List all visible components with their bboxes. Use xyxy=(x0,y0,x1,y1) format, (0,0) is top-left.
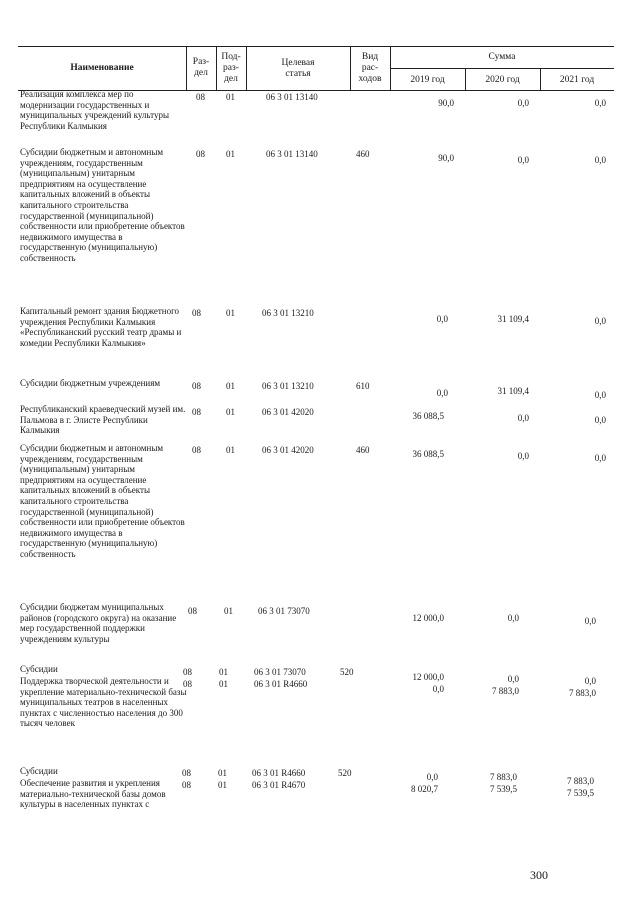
row-2019: 0,0 xyxy=(426,772,438,782)
row-2021: 0,0 xyxy=(594,155,606,165)
row-target: 06 3 01 42020 xyxy=(262,407,314,417)
row-target: 06 3 01 73070 xyxy=(258,606,310,616)
row-vid: 520 xyxy=(340,667,354,677)
row-2020: 0,0 xyxy=(517,413,529,423)
row-2019: 12 000,0 xyxy=(412,672,444,682)
row-2019: 36 088,5 xyxy=(412,411,444,421)
row-2019: 0,0 xyxy=(436,388,448,398)
row-2021: 0,0 xyxy=(594,390,606,400)
row-target: 06 3 01 13210 xyxy=(262,381,314,391)
row-razdel: 08 xyxy=(196,149,205,159)
row-name: Республиканский краеведческий музей им. Пальмова в г. Элисте Республики Калмыкия xyxy=(20,404,186,436)
row-podrazdel: 01 xyxy=(224,606,233,616)
row-2020: 0,0 xyxy=(517,155,529,165)
header-razdel: Раз- дел xyxy=(192,57,210,78)
row-2021: 0,0 xyxy=(594,98,606,108)
header-2019: 2019 год xyxy=(410,75,445,85)
row-razdel: 08 xyxy=(196,92,205,102)
row-razdel: 08 xyxy=(188,606,197,616)
row-name: Субсидии бюджетным учреждениям xyxy=(20,378,161,388)
row-2021: 0,0 xyxy=(584,676,596,686)
row-podrazdel: 01 xyxy=(226,381,235,391)
row-2020: 7 883,0 xyxy=(492,686,519,696)
header-podrazdel: Под- раз- дел xyxy=(221,52,241,84)
row-2020: 7 883,0 xyxy=(490,772,517,782)
row-name: Реализация комплекса мер по модернизации государственных и муниципальных учреждений культуры Республики Калмыкия xyxy=(20,89,170,131)
row-razdel: 08 xyxy=(192,407,201,417)
row-name: Субсидии xyxy=(20,664,58,674)
row-name: Поддержка творческой деятельности и укрепление материально-технической базы муниципальных театров в населенных пунктах с численностью населения до 300 тысяч человек xyxy=(20,676,187,729)
header-2021: 2021 год xyxy=(559,75,595,85)
row-vid: 520 xyxy=(338,768,352,778)
row-2021: 7 883,0 xyxy=(569,688,596,698)
row-target: 06 3 01 13210 xyxy=(262,308,314,318)
row-target: 06 3 01 13140 xyxy=(266,149,318,159)
row-razdel: 08 xyxy=(182,768,191,778)
row-razdel: 08 xyxy=(192,381,201,391)
row-2021: 7 883,0 xyxy=(567,776,594,786)
row-podrazdel: 01 xyxy=(219,679,228,689)
row-podrazdel: 01 xyxy=(226,407,235,417)
row-podrazdel: 01 xyxy=(226,445,235,455)
row-razdel: 08 xyxy=(192,308,201,318)
row-2020: 0,0 xyxy=(507,613,519,623)
row-2020: 7 539,5 xyxy=(490,784,517,794)
row-name: Субсидии бюджетным и автономным учреждениям, государственным (муниципальным) унитарным предприятиям на осуществление капитальных вложений в объекты капитального строительства государственной (муниципальной) собственности или приобретение объектов недвижимого имущества в государственную (муниципальную) собственность xyxy=(20,443,185,559)
row-target: 06 3 01 73070 xyxy=(254,667,306,677)
header-target: Целевая статья xyxy=(281,58,315,79)
row-2021: 0,0 xyxy=(594,453,606,463)
row-vid: 460 xyxy=(356,445,370,455)
row-name: Обеспечение развития и укрепления материально-технической базы домов культуры в населенных пунктах с xyxy=(20,778,166,810)
row-target: 06 3 01 13140 xyxy=(266,92,318,102)
row-name: Капитальный ремонт здания Бюджетного учреждения Республики Калмыкия «Республиканский русский театр драмы и комедии Республики Калмыкия» xyxy=(20,306,182,348)
row-2020: 0,0 xyxy=(517,451,529,461)
header-name: Наименование xyxy=(70,63,134,73)
header-summa: Сумма xyxy=(488,52,516,62)
row-2020: 0,0 xyxy=(517,98,529,108)
header-2020: 2020 год xyxy=(485,75,520,85)
row-2020: 0,0 xyxy=(507,674,519,684)
row-name: Субсидии бюджетам муниципальных районов (городского округа) на оказание мер государственной поддержки учреждениям культуры xyxy=(20,602,177,644)
row-razdel: 08 xyxy=(183,667,192,677)
row-razdel: 08 xyxy=(183,679,192,689)
row-podrazdel: 01 xyxy=(226,308,235,318)
row-podrazdel: 01 xyxy=(218,768,227,778)
row-podrazdel: 01 xyxy=(219,667,228,677)
row-razdel: 08 xyxy=(182,780,191,790)
row-name: Субсидии бюджетным и автономным учреждениям, государственным (муниципальным) унитарным предприятиям на осуществление капитальных вложений в объекты капитального строительства государственной (муниципальной) собственности или приобретение объектов недвижимого имущества в государственную (муниципальную) собственность xyxy=(20,147,185,263)
row-2019: 12 000,0 xyxy=(412,613,444,623)
sum-subheader-rule xyxy=(390,68,614,69)
row-2020: 31 109,4 xyxy=(497,386,529,396)
row-target: 06 3 01 R4660 xyxy=(254,679,308,689)
row-2021: 7 539,5 xyxy=(567,788,594,798)
row-2019: 0,0 xyxy=(432,684,444,694)
row-target: 06 3 01 R4670 xyxy=(252,780,306,790)
row-podrazdel: 01 xyxy=(226,92,235,102)
row-2021: 0,0 xyxy=(584,616,596,626)
row-name: Субсидии xyxy=(20,766,58,776)
row-vid: 610 xyxy=(356,381,370,391)
row-target: 06 3 01 42020 xyxy=(262,445,314,455)
row-2019: 90,0 xyxy=(438,153,454,163)
row-vid: 460 xyxy=(356,149,370,159)
row-razdel: 08 xyxy=(192,445,201,455)
table-top-rule xyxy=(18,46,614,47)
row-target: 06 3 01 R4660 xyxy=(252,768,306,778)
row-2019: 36 088,5 xyxy=(412,449,444,459)
header-vid: Вид рас- ходов xyxy=(358,52,382,84)
page-number: 300 xyxy=(530,868,548,882)
row-2019: 0,0 xyxy=(436,314,448,324)
row-2020: 31 109,4 xyxy=(497,314,529,324)
row-2019: 90,0 xyxy=(438,98,454,108)
row-2021: 0,0 xyxy=(594,316,606,326)
row-podrazdel: 01 xyxy=(218,780,227,790)
row-2021: 0,0 xyxy=(594,415,606,425)
row-podrazdel: 01 xyxy=(226,149,235,159)
row-2019: 8 020,7 xyxy=(411,784,438,794)
